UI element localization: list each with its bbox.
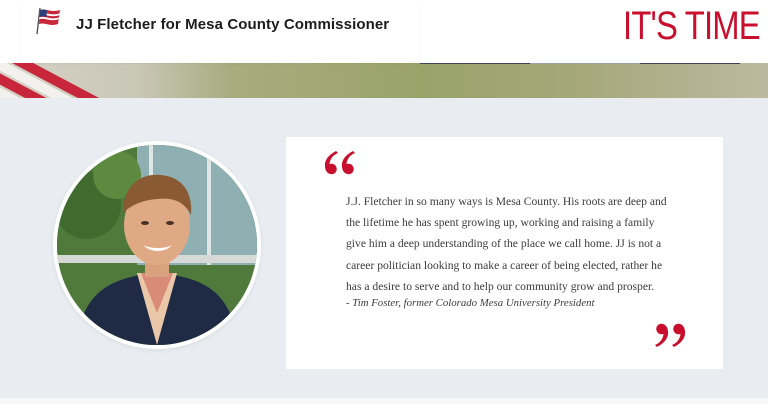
candidate-portrait: [57, 145, 257, 345]
tagline-its-time: IT'S TIME: [623, 4, 760, 48]
header-brand[interactable]: [20, 0, 420, 63]
open-quote-icon: [322, 147, 356, 177]
next-section-edge: [0, 398, 768, 404]
american-flag-icon: [34, 6, 64, 36]
site-header: [0, 0, 768, 63]
quote-line: J.J. Fletcher in so many ways is Mesa County. His roots are deep and: [346, 195, 667, 208]
quote-line: career politician looking to make a career of being elected, rather he: [346, 258, 663, 272]
portrait-frame: [53, 141, 261, 349]
quote-line: the lifetime he has spent growing up, working and raising a family: [346, 216, 655, 230]
testimonial-attribution: - Tim Foster, former Colorado Mesa University President: [346, 297, 595, 309]
quote-line: has a desire to serve and to help our community grow and prosper.: [346, 279, 655, 293]
testimonial-card: [286, 137, 723, 369]
close-quote-icon: [654, 321, 688, 351]
quote-line: give him a deep understanding of the place we call home. JJ is not a: [346, 237, 662, 251]
site-title[interactable]: JJ Fletcher for Mesa County Commissioner: [76, 16, 390, 33]
testimonial-quote: [346, 191, 676, 297]
